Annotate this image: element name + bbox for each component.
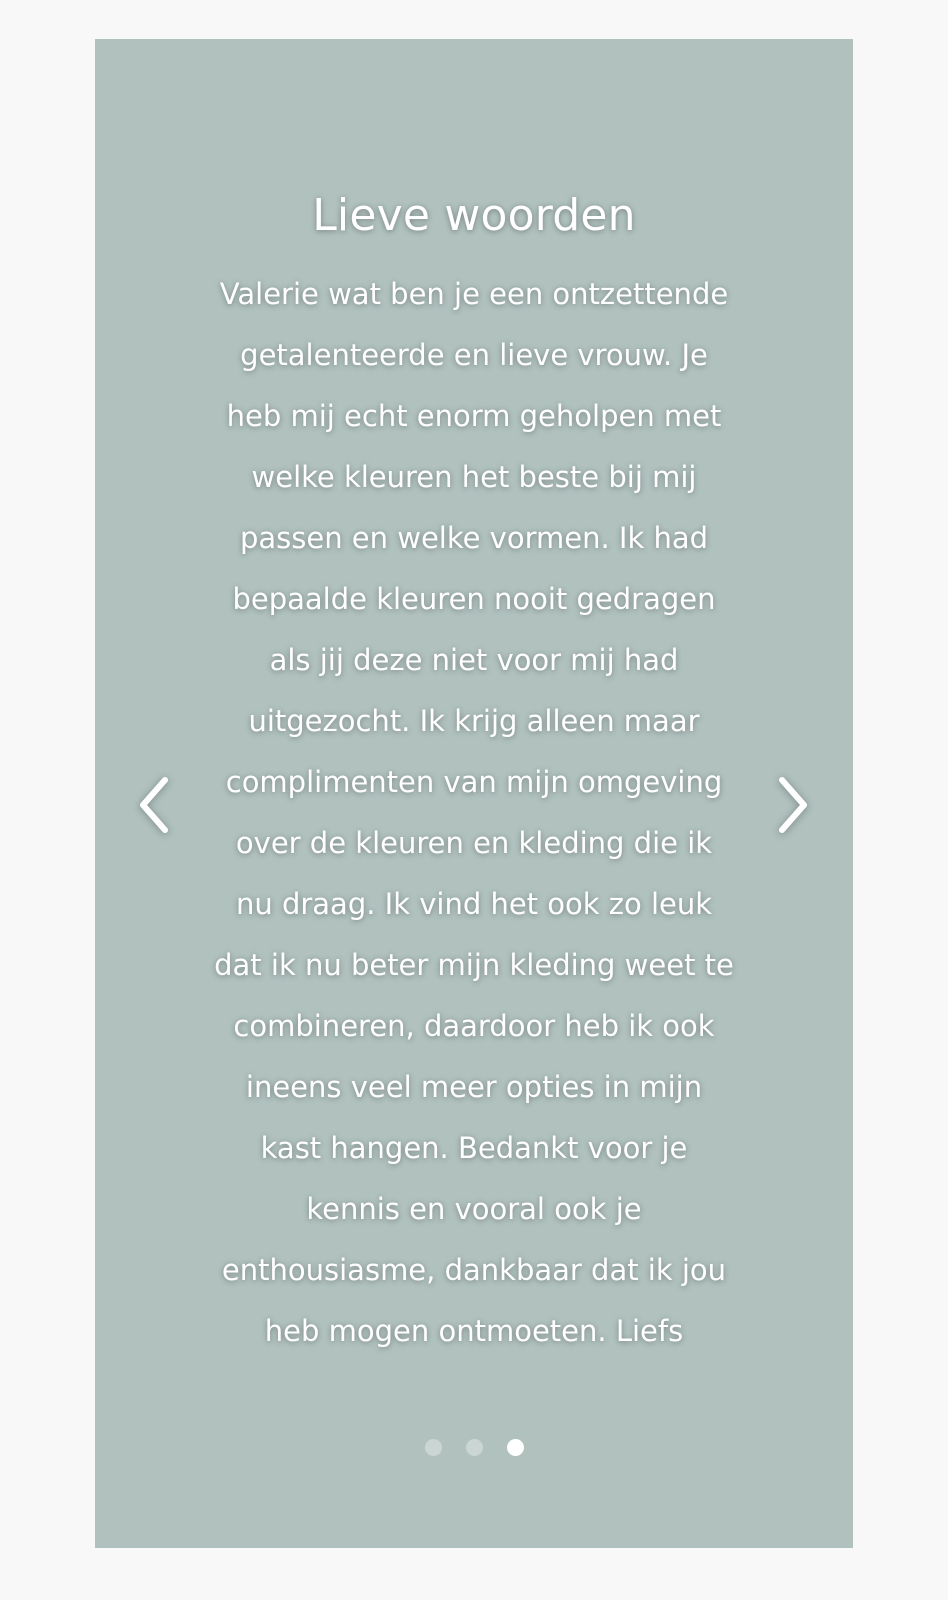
slide-dot-1[interactable] <box>425 1439 442 1456</box>
chevron-left-icon <box>135 774 175 836</box>
next-slide-button[interactable] <box>762 767 822 843</box>
slider-pagination <box>95 1439 853 1456</box>
slide-dot-2[interactable] <box>466 1439 483 1456</box>
chevron-right-icon <box>772 774 812 836</box>
testimonial-quote: Valerie wat ben je een ontzettende getalenteerde en lieve vrouw. Je heb mij echt enorm geholpen met welke kleuren het beste bij mij passen en welke vormen. Ik had bepaalde kleuren nooit gedragen als jij deze niet voor mij had uitgezocht. Ik krijg alleen maar complimenten van mijn omgeving over de kleuren en kleding die ik nu draag. Ik vind het ook zo leuk dat ik nu beter mijn kleding weet te combineren, daardoor heb ik ook ineens veel meer opties in mijn kast hangen. Bedankt voor je kennis en vooral ook je enthousiasme, dankbaar dat ik jou heb mogen ontmoeten. Liefs <box>214 277 734 1348</box>
previous-slide-button[interactable] <box>125 767 185 843</box>
testimonial-slider <box>95 39 853 1548</box>
testimonial-title: Lieve woorden <box>312 190 636 241</box>
slide-dot-3-active[interactable] <box>507 1439 524 1456</box>
